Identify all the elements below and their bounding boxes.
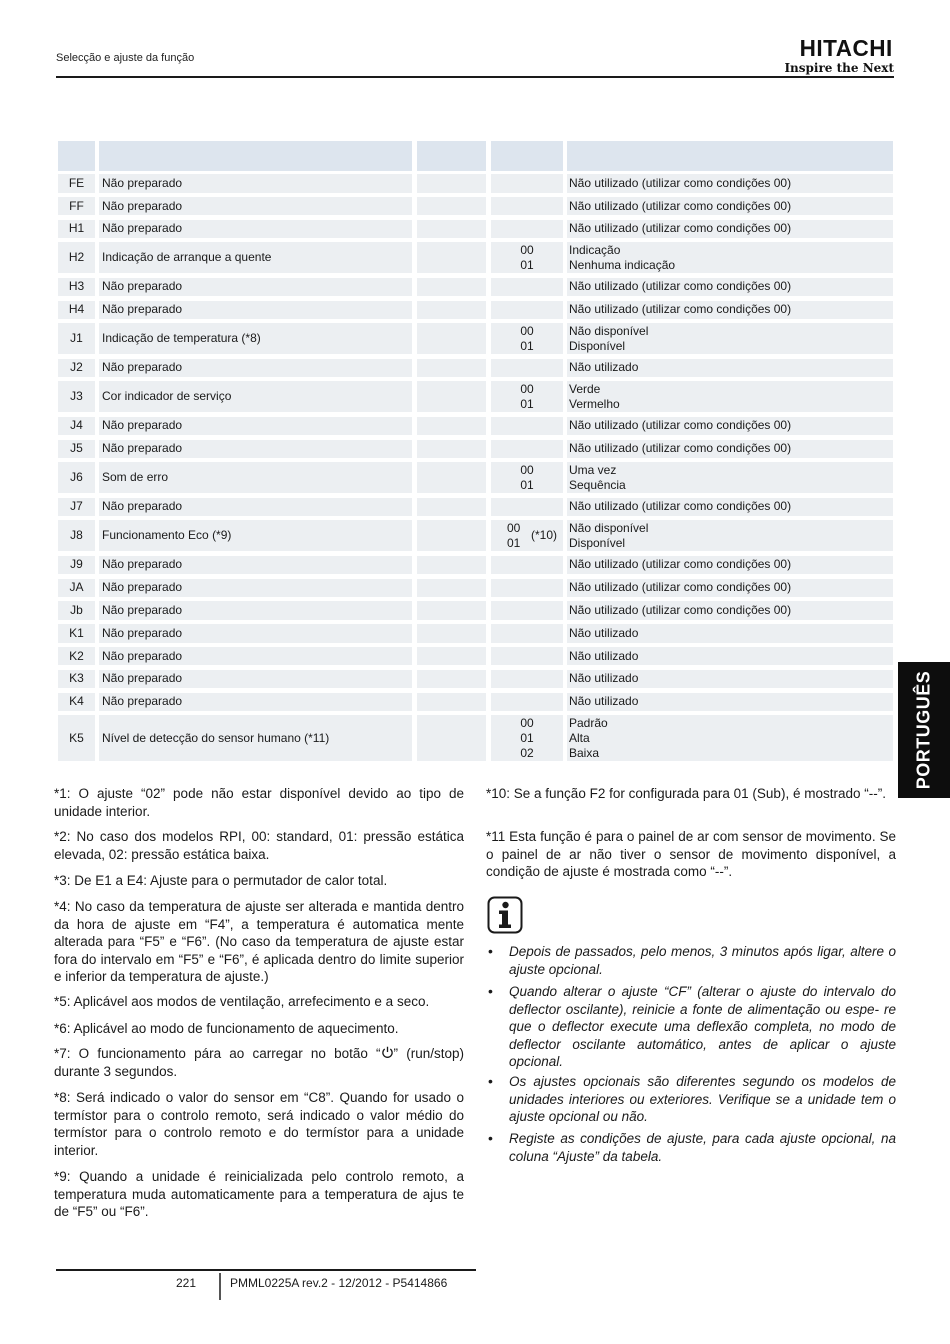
function-description: Não preparado [102,603,183,618]
function-code: J1 [70,331,83,346]
cell-value [491,359,563,378]
information-icon [487,896,523,934]
page-number: 221 [176,1276,197,1290]
setting-value: 01 [520,730,534,745]
setting-result: Disponível [569,535,626,550]
info-bullet: Registe as condições de ajuste, para cada ajuste opcional, na coluna “Ajuste” da tabela. [509,1131,896,1164]
setting-result: Não utilizado (utilizar como condições 00) [569,279,792,294]
function-code: FE [68,175,85,190]
function-code: J5 [70,441,83,456]
cell-value [491,601,563,620]
setting-result: Verde [569,381,601,396]
function-description: Não preparado [102,625,183,640]
cell-setting [417,715,486,761]
footnote-1: *1: O ajuste “02” pode não estar disponível devido ao tipo de unidade interior. [54,786,464,819]
setting-value: 00 [520,715,534,730]
cell-value [491,301,563,320]
setting-value: 00 [507,520,521,535]
function-code: J2 [70,360,83,375]
cell-setting [417,693,486,712]
cell-setting [417,417,486,436]
function-description: Não preparado [102,557,183,572]
cell-value [491,624,563,643]
setting-value: 01 [520,257,534,272]
info-bullet: Quando alterar o ajuste “CF” (alterar o ajuste do intervalo do deflector oscilante), reinicie a fonte de alimentação ou espe- re que o deflector execute uma deflexão completa, no modo de deflector oscilante automático, antes de aplicar o ajuste opcional. [509,984,896,1069]
footer-separator [219,1273,221,1300]
function-code: J7 [70,499,83,514]
function-code: J8 [70,528,83,543]
section-title: Selecção e ajuste da função [56,52,195,64]
cell-setting [417,220,486,239]
setting-result: Alta [569,730,590,745]
function-code: Jb [70,603,83,618]
function-description: Não preparado [102,648,183,663]
hitachi-logo [770,36,894,75]
cell-setting [417,174,486,193]
cell-setting [417,462,486,493]
language-tab [898,662,950,798]
setting-result: Não utilizado [569,625,639,640]
function-description: Funcionamento Eco (*9) [102,528,232,543]
function-code: K4 [69,694,84,709]
cell-setting [417,242,486,273]
setting-value: 00 [520,323,534,338]
bullet-marker: • [488,943,493,959]
function-description: Não preparado [102,694,183,709]
function-description: Não preparado [102,441,183,456]
cell-setting [417,323,486,354]
setting-result: Não utilizado (utilizar como condições 00) [569,580,792,595]
setting-result: Não utilizado (utilizar como condições 00) [569,175,792,190]
cell-setting [417,197,486,216]
setting-result: Não disponível [569,520,649,535]
footnote-4: *4: No caso da temperatura de ajuste ser alterada e mantida dentro da hora de ajuste em “F4”, a temperatura é automatica mente alterada para “F5” e “F6”. (No caso da temperatura de ajuste estar fora do intervalo em “F5” e “F6”, é aplicada dentro do limite superior e inferior da temperatura de ajuste.) [54,899,464,984]
function-code: K2 [69,648,84,663]
function-description: Não preparado [102,221,183,236]
cell-setting [417,359,486,378]
cell-value [491,498,563,517]
header-cell-function [99,141,412,171]
cell-value [491,556,563,575]
setting-value: 01 [520,396,534,411]
cell-setting [417,498,486,517]
function-description: Indicação de temperatura (*8) [102,331,261,346]
function-code: H3 [68,279,85,294]
function-description: Nível de detecção do sensor humano (*11) [102,730,330,745]
language-tab-label: PORTUGUÊS [913,670,934,790]
cell-setting [417,579,486,598]
footnote-7-after: ” (run/stop) durante 3 segundos. [54,1046,464,1079]
cell-value [491,174,563,193]
brand-name: HITACHI [799,35,893,61]
setting-value: 00 [520,242,534,257]
setting-result: Padrão [569,715,608,730]
cell-setting [417,601,486,620]
header-cell-code [58,141,95,171]
footnote-8: *8: Será indicado o valor do sensor em “C8”. Quando for usado o termístor para o controlo remoto, será indicado o valor médio do termístor para o controlo remoto e do termístor para a unidade interior. [54,1090,464,1158]
function-code: J3 [70,389,83,404]
cell-setting [417,301,486,320]
function-description: Não preparado [102,671,183,686]
cell-value [491,220,563,239]
setting-value: 02 [520,745,534,760]
footnote-6: *6: Aplicável ao modo de funcionamento de aquecimento. [54,1021,399,1036]
header-cell-value [491,141,563,171]
setting-result: Não utilizado [569,694,639,709]
setting-result: Não disponível [569,323,649,338]
setting-result: Não utilizado (utilizar como condições 00) [569,441,792,456]
setting-result: Não utilizado (utilizar como condições 00) [569,418,792,433]
function-description: Não preparado [102,418,183,433]
setting-value: 00 [520,381,534,396]
power-icon [381,1046,394,1059]
setting-result: Sequência [569,477,626,492]
cell-value [491,693,563,712]
function-code: FF [69,198,84,213]
cell-setting [417,520,486,551]
setting-value: 01 [507,535,521,550]
function-description: Não preparado [102,279,183,294]
function-code: K5 [69,730,84,745]
setting-result: Não utilizado (utilizar como condições 00) [569,557,792,572]
bullet-marker: • [488,983,493,999]
footnote-7 [54,1045,464,1080]
function-code: H4 [68,302,85,317]
cell-setting [417,440,486,459]
setting-value: 00 [520,462,534,477]
cell-setting [417,624,486,643]
cell-setting [417,381,486,412]
setting-result: Não utilizado [569,648,639,663]
function-code: H1 [68,221,85,236]
footer-divider [56,1269,476,1271]
function-description: Não preparado [102,198,183,213]
bullet-marker: • [488,1130,493,1146]
footnote-5: *5: Aplicável aos modos de ventilação, arrefecimento e a seco. [54,994,430,1009]
setting-value: 01 [520,338,534,353]
function-description: Não preparado [102,175,183,190]
header-cell-result [567,141,893,171]
setting-result: Não utilizado [569,360,639,375]
cell-value [491,579,563,598]
setting-result: Uma vez [569,462,617,477]
setting-result: Baixa [569,745,600,760]
setting-result: Não utilizado (utilizar como condições 00) [569,499,792,514]
cell-setting [417,647,486,666]
function-code: H2 [68,250,85,265]
function-code: K1 [69,625,84,640]
setting-result: Nenhuma indicação [569,257,676,272]
setting-result: Disponível [569,338,626,353]
cell-value [491,417,563,436]
footnote-11: *11 Esta função é para o painel de ar com sensor de movimento. Se o painel de ar não tiver o sensor de movimento disponível, a condição de ajuste é mostrada como “--”. [486,829,896,879]
function-description: Cor indicador de serviço [102,389,232,404]
cell-value [491,197,563,216]
function-code: K3 [69,671,84,686]
footnote-2: *2: No caso dos modelos RPI, 00: standard, 01: pressão estática elevada, 02: pressão estática baixa. [54,829,464,862]
function-code: JA [69,580,84,595]
footnote-3: *3: De E1 a E4: Ajuste para o permutador de calor total. [54,873,388,888]
function-description: Não preparado [102,360,183,375]
setting-result: Indicação [569,242,621,257]
cell-setting [417,556,486,575]
setting-result: Não utilizado (utilizar como condições 00) [569,302,792,317]
function-description: Indicação de arranque a quente [102,250,272,265]
function-description: Não preparado [102,302,183,317]
function-description: Não preparado [102,499,183,514]
info-bullet: Depois de passados, pelo menos, 3 minutos após ligar, altere o ajuste opcional. [509,944,896,977]
bullet-marker: • [488,1073,493,1089]
cell-value [491,278,563,297]
cell-result [567,715,893,761]
function-description: Não preparado [102,580,183,595]
setting-result: Não utilizado (utilizar como condições 00) [569,603,792,618]
setting-result: Vermelho [569,396,620,411]
header-cell-setting [417,141,486,171]
setting-value: 01 [520,477,534,492]
document-reference: PMML0225A rev.2 - 12/2012 - P5414866 [230,1276,448,1290]
header-divider [56,76,894,78]
setting-result: Não utilizado (utilizar como condições 00) [569,221,792,236]
cell-value [491,670,563,689]
cell-value [491,440,563,459]
cell-setting [417,278,486,297]
footnote-9: *9: Quando a unidade é reinicializada pelo controlo remoto, a temperatura muda automaticamente para a temperatura de ajus te de “F5” ou “F6”. [54,1169,464,1219]
brand-tagline: Inspire the Next [784,61,894,75]
function-code: J6 [70,470,83,485]
function-code: J4 [70,418,83,433]
setting-result: Não utilizado [569,671,639,686]
function-description: Som de erro [102,470,169,485]
function-code: J9 [70,557,83,572]
info-bullet: Os ajustes opcionais são diferentes segundo os modelos de unidades interiores ou exteriores. Verifique se a unidade tem o ajuste opcional ou não. [509,1074,896,1124]
cell-setting [417,670,486,689]
footnote-10: *10: Se a função F2 for configurada para 01 (Sub), é mostrado “--”. [486,786,886,801]
footnote-7-before: *7: O funcionamento pára ao carregar no botão “ [54,1046,381,1061]
cell-value [491,647,563,666]
setting-result: Não utilizado (utilizar como condições 00) [569,198,792,213]
value-footnote: (*10) [531,528,558,543]
